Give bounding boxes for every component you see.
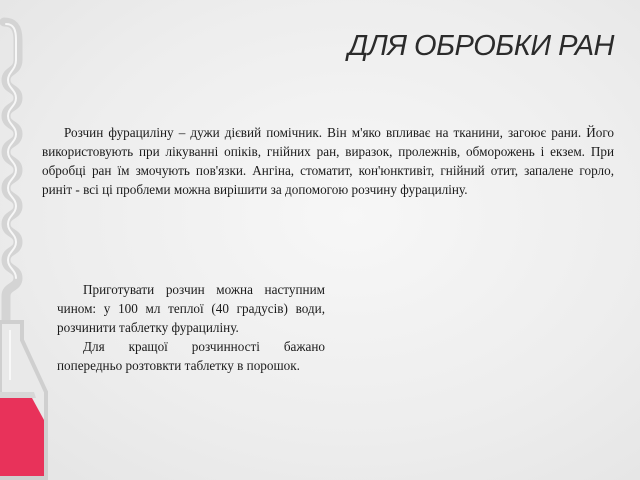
tip-paragraph: Для кращої розчинності бажано попередньо розтовкти таблетку в порошок. xyxy=(57,339,325,373)
main-paragraph: Розчин фурациліну – дужи дієвий помічник. Він м'яко впливає на тканини, загоює рани. Його використовують при лікуванні опіків, гнійних ран, виразок, пролежнів, обморожень і екзем. При обробці ран їм змочують пов'язки. Ангіна, стоматит, кон'юнктивіт, гнійний отит, запалене горло, риніт - всі ці проблеми можна вирішити за допомогою розчину фурациліну. xyxy=(42,125,614,197)
flask-icon xyxy=(0,322,46,478)
slide-title: ДЛЯ ОБРОБКИ РАН xyxy=(347,30,614,62)
preparation-text-box xyxy=(57,280,325,375)
preparation-paragraph: Приготувати розчин можна наступним чином: у 100 мл теплої (40 градусів) води, розчинити таблетку фурациліну. xyxy=(57,282,325,335)
